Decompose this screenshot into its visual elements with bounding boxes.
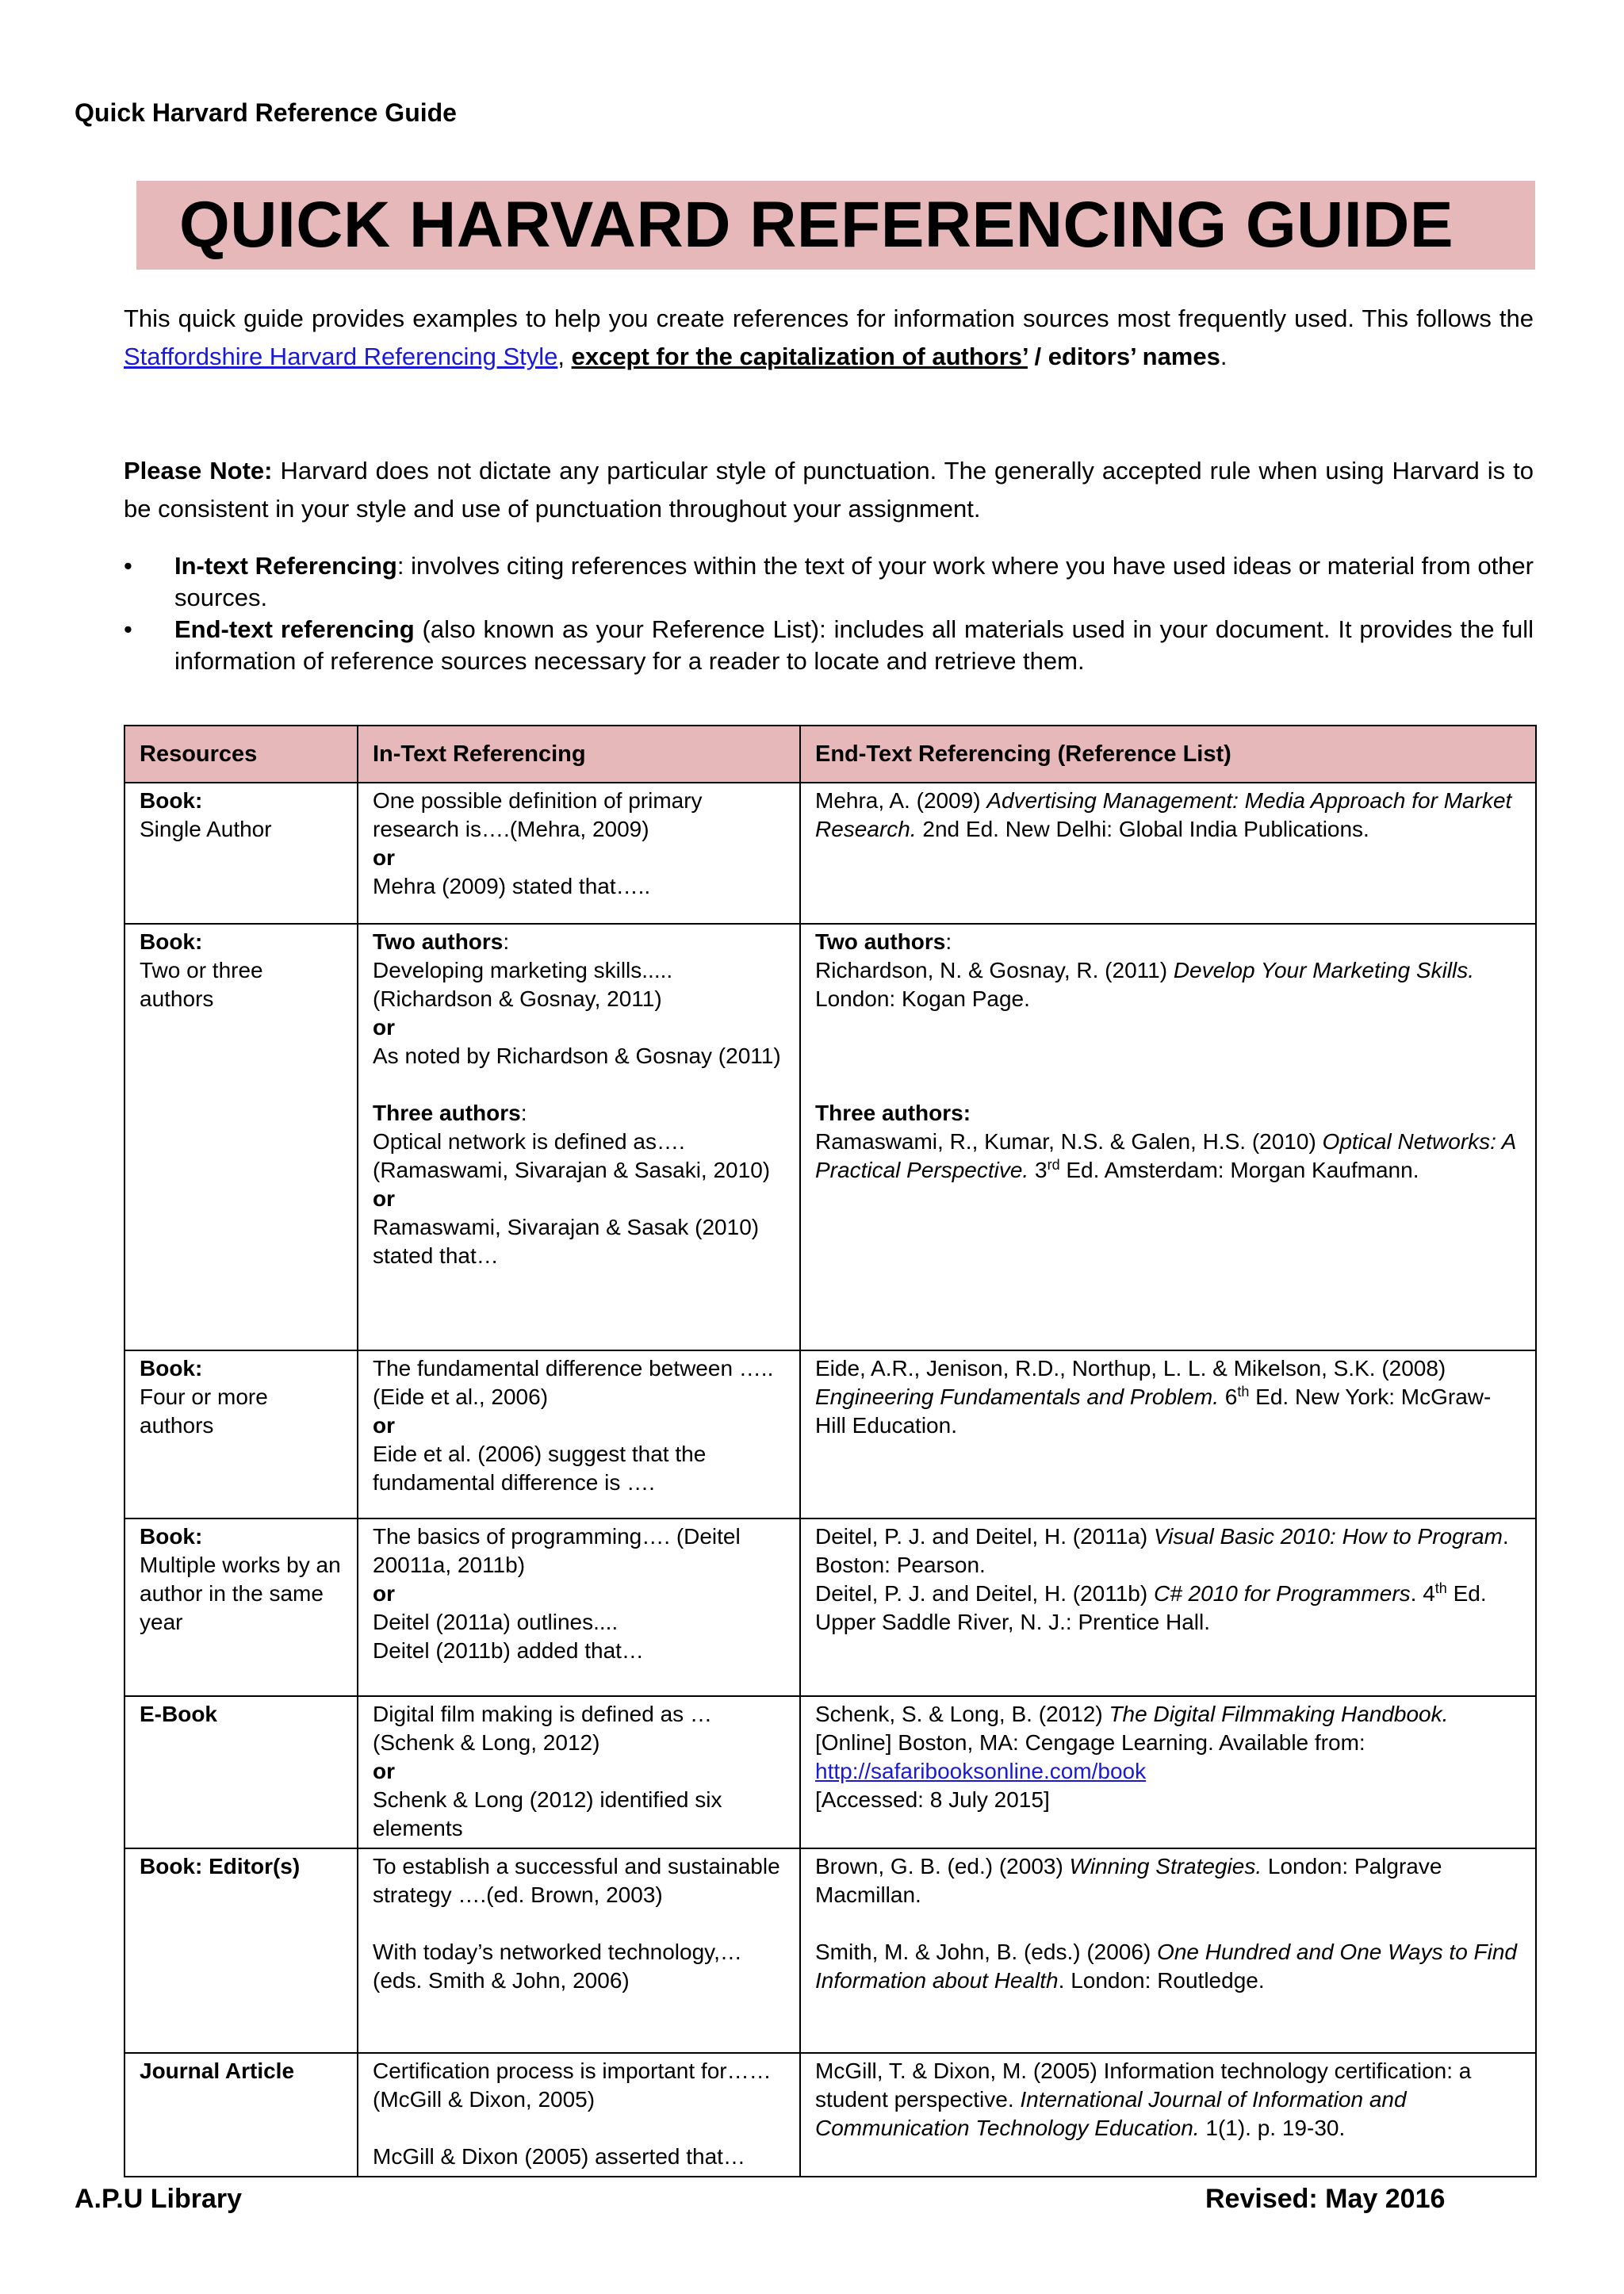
reference-text: Richardson, N. & Gosnay, R. (2011) xyxy=(815,958,1174,982)
reference-title: International Journal of Information and Communication Technology Education. xyxy=(815,2087,1407,2140)
reference-text: London: Kogan Page. xyxy=(815,986,1030,1011)
bullet-term: In-text Referencing xyxy=(174,552,397,580)
table-row xyxy=(124,783,1536,924)
reference-text: Deitel, P. J. and Deitel, H. (2011a) xyxy=(815,1524,1154,1549)
endtext-cell xyxy=(800,1696,1536,1848)
bullet-icon: • xyxy=(124,615,132,643)
footer-revised: Revised: May 2016 xyxy=(1205,2184,1446,2214)
resource-title: Book: xyxy=(140,788,203,813)
intext-cell xyxy=(358,924,800,1350)
reference-text: Deitel, P. J. and Deitel, H. (2011b) xyxy=(815,1581,1154,1606)
resource-cell xyxy=(124,1518,358,1696)
reference-text: Mehra, A. (2009) xyxy=(815,788,987,813)
or-label: or xyxy=(373,1413,395,1438)
or-label: or xyxy=(373,1015,395,1040)
reference-text: Ed. New York: McGraw-Hill Education. xyxy=(815,1384,1492,1438)
resource-cell xyxy=(124,1350,358,1518)
intext-example: To establish a successful and sustainable strategy ….(ed. Brown, 2003) xyxy=(373,1854,780,1907)
intext-example: As noted by Richardson & Gosnay (2011) xyxy=(373,1044,781,1068)
endtext-cell xyxy=(800,1518,1536,1696)
resource-subtitle: Two or three authors xyxy=(140,958,263,1011)
intext-example: One possible definition of primary research is….(Mehra, 2009) xyxy=(373,788,703,841)
resource-title: Book: Editor(s) xyxy=(140,1854,301,1878)
reference-title: Advertising Management: Media Approach for Market Research. xyxy=(815,788,1512,841)
intro-text: This quick guide provides examples to help you create references for information sources most frequently used. This follows the xyxy=(124,304,1534,332)
colon: : xyxy=(520,1101,527,1125)
resource-title: Book: xyxy=(140,1524,203,1549)
endtext-cell xyxy=(800,1848,1536,2053)
table-row xyxy=(124,1696,1536,1848)
resource-subtitle: Multiple works by an author in the same year xyxy=(140,1553,341,1634)
intext-example: Deitel (2011b) added that… xyxy=(373,1638,644,1663)
resource-title: Book: xyxy=(140,929,203,954)
intext-example: With today’s networked technology,… (eds. Smith & John, 2006) xyxy=(373,1940,742,1993)
ordinal-suffix: rd xyxy=(1047,1157,1060,1173)
intro-text: . xyxy=(1220,343,1228,370)
bullet-text: : involves citing references within the text of your work where you have used ideas or material from other sources. xyxy=(174,552,1534,611)
reference-text: Schenk, S. & Long, B. (2012) xyxy=(815,1702,1109,1726)
intext-example: Developing marketing skills..... (Richardson & Gosnay, 2011) xyxy=(373,958,673,1011)
intro-emphasis: except for the capitalization of authors’ xyxy=(571,343,1028,370)
resource-cell xyxy=(124,924,358,1350)
note-text: Harvard does not dictate any particular style of punctuation. The generally accepted rule when using Harvard is to be consistent in your style and use of punctuation throughout your assignment. xyxy=(124,457,1534,523)
reference-text: London: Palgrave Macmillan. xyxy=(815,1854,1442,1907)
reference-text: Ed. Upper Saddle River, N. J.: Prentice Hall. xyxy=(815,1581,1487,1634)
resource-title: Book: xyxy=(140,1356,203,1381)
or-label: or xyxy=(373,1759,395,1783)
reference-title: C# 2010 for Programmers xyxy=(1153,1581,1411,1606)
table-header-row xyxy=(124,726,1536,783)
intext-cell xyxy=(358,1350,800,1518)
reference-table xyxy=(124,725,1537,2177)
resource-title: E-Book xyxy=(140,1702,217,1726)
table-row xyxy=(124,1350,1536,1518)
resource-cell xyxy=(124,2053,358,2177)
reference-text: Smith, M. & John, B. (eds.) (2006) xyxy=(815,1940,1158,1964)
footer-library: A.P.U Library xyxy=(75,2184,243,2214)
resource-cell xyxy=(124,1696,358,1848)
ordinal-suffix: th xyxy=(1434,1580,1447,1596)
reference-title: One Hundred and One Ways to Find Information about Health xyxy=(815,1940,1518,1993)
resource-subtitle: Single Author xyxy=(140,817,272,841)
intext-example: The fundamental difference between ….. (Eide et al., 2006) xyxy=(373,1356,774,1409)
reference-text: 6 xyxy=(1218,1384,1238,1409)
intext-cell xyxy=(358,1518,800,1696)
intext-example: The basics of programming…. (Deitel 20011a, 2011b) xyxy=(373,1524,741,1577)
reference-text: Ed. Amsterdam: Morgan Kaufmann. xyxy=(1059,1158,1419,1182)
resource-title: Journal Article xyxy=(140,2058,295,2083)
intext-example: Eide et al. (2006) suggest that the fundamental difference is …. xyxy=(373,1442,707,1495)
reference-text: 3 xyxy=(1028,1158,1048,1182)
bullet-icon: • xyxy=(124,552,132,580)
resource-cell xyxy=(124,1848,358,2053)
intext-example: Ramaswami, Sivarajan & Sasak (2010) stated that… xyxy=(373,1215,760,1268)
intext-cell xyxy=(358,2053,800,2177)
reference-title: Visual Basic 2010: How to Program xyxy=(1153,1524,1503,1549)
column-header-endtext: End-Text Referencing (Reference List) xyxy=(800,726,1536,783)
table-row xyxy=(124,1848,1536,2053)
reference-text: . 4 xyxy=(1410,1581,1435,1606)
reference-text: Eide, A.R., Jenison, R.D., Northup, L. L. & Mikelson, S.K. (2008) xyxy=(815,1356,1446,1381)
or-label: or xyxy=(373,1186,395,1211)
style-guide-link[interactable]: Staffordshire Harvard Referencing Style xyxy=(124,343,558,370)
intext-cell xyxy=(358,1848,800,2053)
table-row xyxy=(124,2053,1536,2177)
endtext-cell xyxy=(800,783,1536,924)
reference-title: The Digital Filmmaking Handbook. xyxy=(1109,1702,1449,1726)
column-header-intext: In-Text Referencing xyxy=(358,726,800,783)
page-title: QUICK HARVARD REFERENCING GUIDE xyxy=(136,181,1535,270)
intext-cell xyxy=(358,783,800,924)
reference-text: [Online] Boston, MA: Cengage Learning. Available from: xyxy=(815,1730,1365,1755)
accessed-date: [Accessed: 8 July 2015] xyxy=(815,1787,1050,1812)
subheading: Three authors xyxy=(373,1101,521,1125)
reference-text: 2nd Ed. New Delhi: Global India Publications. xyxy=(916,817,1369,841)
resource-cell xyxy=(124,783,358,924)
reference-title: Engineering Fundamentals and Problem. xyxy=(815,1384,1219,1409)
table-row xyxy=(124,924,1536,1350)
reference-title: Develop Your Marketing Skills. xyxy=(1173,958,1475,982)
list-item xyxy=(124,614,1534,677)
endtext-cell xyxy=(800,2053,1536,2177)
intext-example: Schenk & Long (2012) identified six elements xyxy=(373,1787,722,1840)
page-header: Quick Harvard Reference Guide xyxy=(75,98,457,127)
intext-example: Mehra (2009) stated that….. xyxy=(373,874,651,898)
intro-emphasis: / editors’ names xyxy=(1027,343,1220,370)
reference-title: Winning Strategies. xyxy=(1069,1854,1262,1878)
bullet-text: (also known as your Reference List): includes all materials used in your document. It provides the full information of reference sources necessary for a reader to locate and retrieve them. xyxy=(174,615,1534,675)
reference-text: Ramaswami, R., Kumar, N.S. & Galen, H.S. (2010) xyxy=(815,1129,1323,1154)
reference-text: Brown, G. B. (ed.) (2003) xyxy=(815,1854,1070,1878)
table-row xyxy=(124,1518,1536,1696)
endtext-cell xyxy=(800,1350,1536,1518)
resource-subtitle: Four or more authors xyxy=(140,1384,268,1438)
colon: : xyxy=(945,929,952,954)
intro-paragraph xyxy=(124,300,1534,376)
or-label: or xyxy=(373,1581,395,1606)
intext-example: Certification process is important for……(McGill & Dixon, 2005) xyxy=(373,2058,772,2112)
note-label: Please Note: xyxy=(124,457,273,484)
intext-example: Deitel (2011a) outlines.... xyxy=(373,1610,619,1634)
reference-text: . London: Routledge. xyxy=(1058,1968,1265,1993)
bullet-list xyxy=(124,550,1534,677)
subheading: Two authors xyxy=(373,929,504,954)
subheading: Three authors: xyxy=(815,1101,971,1125)
endtext-cell xyxy=(800,924,1536,1350)
reference-text: McGill, T. & Dixon, M. (2005) Information technology certification: a student perspective. xyxy=(815,2058,1472,2112)
reference-title: Optical Networks: A Practical Perspective. xyxy=(815,1129,1516,1182)
subheading: Two authors xyxy=(815,929,946,954)
intext-cell xyxy=(358,1696,800,1848)
reference-text: . Boston: Pearson. xyxy=(815,1524,1509,1577)
column-header-resources: Resources xyxy=(124,726,358,783)
intext-example: Optical network is defined as….(Ramaswami, Sivarajan & Sasaki, 2010) xyxy=(373,1129,771,1182)
ordinal-suffix: th xyxy=(1237,1384,1250,1400)
note-paragraph xyxy=(124,452,1534,528)
bullet-term: End-text referencing xyxy=(174,615,415,643)
ebook-url-link[interactable]: http://safaribooksonline.com/book xyxy=(815,1759,1147,1783)
intext-example: McGill & Dixon (2005) asserted that… xyxy=(373,2144,745,2169)
intext-example: Digital film making is defined as … (Schenk & Long, 2012) xyxy=(373,1702,712,1755)
reference-text: 1(1). p. 19-30. xyxy=(1199,2116,1346,2140)
or-label: or xyxy=(373,845,395,870)
intro-text: , xyxy=(557,343,572,370)
list-item xyxy=(124,550,1534,614)
colon: : xyxy=(503,929,510,954)
